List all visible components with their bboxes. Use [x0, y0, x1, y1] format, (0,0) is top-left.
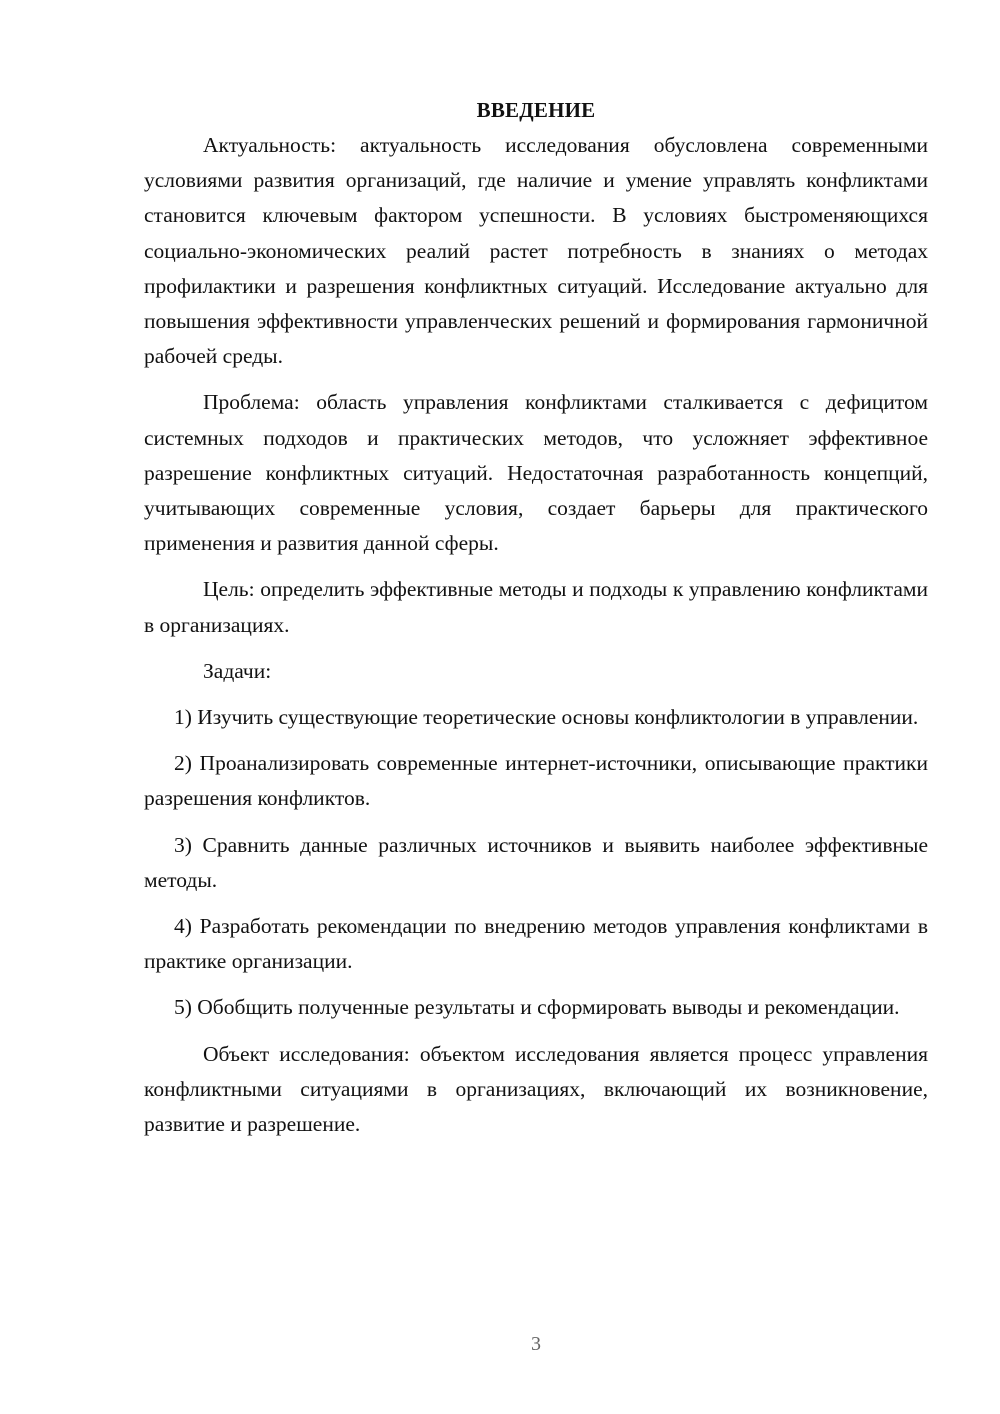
document-page [144, 93, 928, 1153]
page-number: 3 [531, 1333, 541, 1355]
goal-paragraph: Цель: определить эффективные методы и подходы к управлению конфликтами в организациях. [144, 577, 928, 637]
task-item-1: 1) Изучить существующие теоретические основы конфликтологии в управлении. [174, 705, 919, 730]
relevance-paragraph: Актуальность: актуальность исследования обусловлена современными условиями развития организаций, где наличие и умение управлять конфликтами становится ключевым фактором успешности. В условиях быстроменяющихся социально-экономических реалий растет потребность в знаниях о методах профилактики и разрешения конфликтных ситуаций. Исследование актуально для повышения эффективности управленческих решений и формирования гармоничной рабочей среды. [144, 133, 928, 369]
tasks-label: Задачи: [203, 658, 272, 683]
problem-paragraph: Проблема: область управления конфликтами сталкивается с дефицитом системных подходов и практических методов, что усложняет эффективное разрешение конфликтных ситуаций. Недостаточная разработанность концепций, учитывающих современные условия, создает барьеры для практического применения и развития данной сферы. [144, 390, 928, 556]
task-item-2: 2) Проанализировать современные интернет-источники, описывающие практики разрешения конфликтов. [144, 751, 928, 811]
section-heading: ВВЕДЕНИЕ [476, 98, 596, 122]
task-item-3: 3) Сравнить данные различных источников и выявить наиболее эффективные методы. [144, 832, 928, 892]
object-paragraph: Объект исследования: объектом исследования является процесс управления конфликтными ситуациями в организациях, включающий их возникновение, развитие и разрешение. [144, 1041, 928, 1137]
task-item-4: 4) Разработать рекомендации по внедрению методов управления конфликтами в практике организации. [144, 914, 928, 974]
task-item-5: 5) Обобщить полученные результаты и сформировать выводы и рекомендации. [174, 995, 900, 1020]
